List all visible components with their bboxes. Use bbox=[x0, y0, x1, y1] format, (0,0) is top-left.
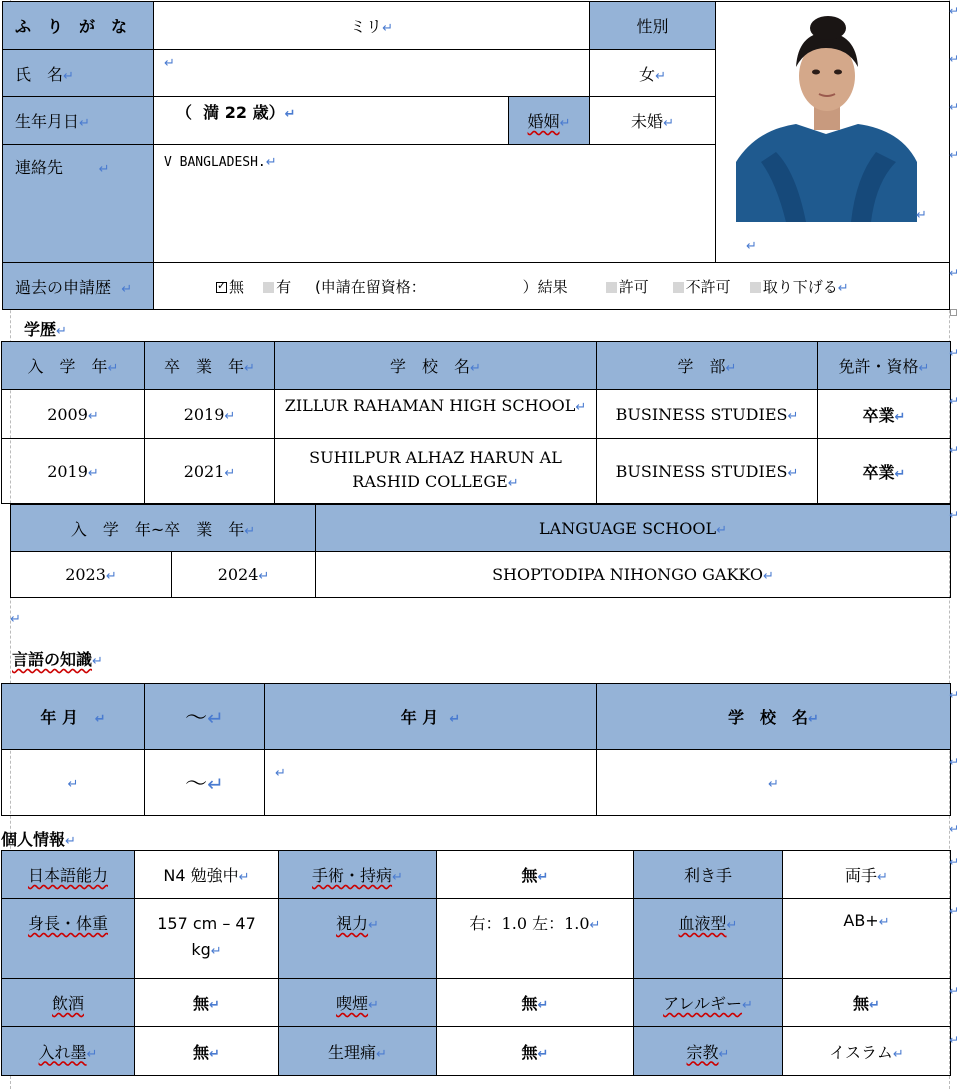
label-japanese-ability: 日本語能力 bbox=[2, 851, 135, 899]
checkbox-none[interactable]: ✓ 無 bbox=[216, 278, 244, 296]
school-name-cell[interactable]: ZILLUR RAHAMAN HIGH SCHOOL↵ bbox=[275, 390, 597, 439]
label-menstrual-pain: 生理痛↵ bbox=[279, 1027, 437, 1076]
header-year-month-to: 年 月 ↵ bbox=[265, 684, 597, 750]
row-end-mark: ↵ bbox=[949, 346, 960, 360]
table-row bbox=[11, 552, 951, 598]
grad-year-cell[interactable]: 2024↵ bbox=[172, 552, 316, 598]
education-heading: 学歴↵ bbox=[24, 320, 67, 339]
furigana-label: ふ り が な bbox=[3, 2, 154, 50]
qualification-cell[interactable]: 卒業↵ bbox=[818, 390, 951, 439]
row-end-mark: ↵ bbox=[949, 52, 960, 66]
school-name-cell[interactable]: SUHILPUR ALHAZ HARUN AL RASHID COLLEGE↵ bbox=[275, 439, 597, 504]
grad-year-cell[interactable]: 2021↵ bbox=[145, 439, 275, 504]
checkbox-withdraw[interactable]: 取り下げる bbox=[750, 278, 838, 296]
photo-cell: ↵ bbox=[716, 2, 950, 263]
department-cell[interactable]: BUSINESS STUDIES↵ bbox=[597, 439, 818, 504]
contact-value[interactable]: V BANGLADESH.↵ bbox=[154, 145, 716, 263]
value-religion[interactable]: イスラム↵ bbox=[783, 1027, 951, 1076]
row-end-mark: ↵ bbox=[949, 822, 960, 836]
table-row bbox=[2, 979, 951, 1027]
label-religion: 宗教↵ bbox=[634, 1027, 783, 1076]
furigana-value[interactable]: ミリ↵ bbox=[154, 2, 590, 50]
row-end-mark: ↵ bbox=[949, 755, 960, 769]
label-blood-type: 血液型↵ bbox=[634, 899, 783, 979]
row-end-mark: ↵ bbox=[949, 394, 960, 408]
value-handedness[interactable]: 両手↵ bbox=[783, 851, 951, 899]
checkbox-deny[interactable]: 不許可 bbox=[673, 278, 731, 296]
history-options: ✓ 無 有 (申請在留資格： ）結果 許可 不許可 取り下げる↵ bbox=[154, 263, 950, 310]
row-end-mark: ↵ bbox=[949, 984, 960, 998]
name-label: 氏 名↵ bbox=[3, 50, 154, 97]
label-height-weight: 身長・体重 bbox=[2, 899, 135, 979]
checkbox-icon bbox=[673, 282, 684, 293]
checkbox-icon bbox=[606, 282, 617, 293]
value-menstrual-pain[interactable]: 無↵ bbox=[437, 1027, 634, 1076]
entry-year-cell[interactable]: 2019↵ bbox=[2, 439, 145, 504]
header-grad-year: 卒 業 年↵ bbox=[145, 342, 275, 390]
table-row bbox=[2, 1027, 951, 1076]
contact-label: 連絡先 ↵ bbox=[3, 145, 154, 263]
header-language-school: LANGUAGE SCHOOL↵ bbox=[316, 505, 951, 552]
value-surgery-illness[interactable]: 無↵ bbox=[437, 851, 634, 899]
header-school-name: 学 校 名↵ bbox=[597, 684, 951, 750]
language-table bbox=[1, 683, 951, 816]
label-eyesight: 視力↵ bbox=[279, 899, 437, 979]
checked-box-icon bbox=[216, 282, 227, 293]
history-label: 過去の申請歴 ↵ bbox=[3, 263, 154, 310]
checkbox-yes[interactable]: 有 bbox=[263, 278, 291, 296]
education-table bbox=[1, 341, 951, 504]
checkbox-permit[interactable]: 許可 bbox=[606, 278, 649, 296]
gender-label: 性別 bbox=[590, 2, 716, 50]
entry-year-cell[interactable]: 2023↵ bbox=[11, 552, 172, 598]
value-blood-type[interactable]: AB+↵ bbox=[783, 899, 951, 979]
resize-handle-icon[interactable] bbox=[950, 309, 957, 316]
result-label: ）結果 bbox=[522, 277, 568, 296]
row-end-mark: ↵ bbox=[949, 148, 960, 162]
value-drinking[interactable]: 無↵ bbox=[135, 979, 279, 1027]
portrait-image bbox=[736, 12, 917, 222]
birth-label: 生年月日↵ bbox=[3, 97, 154, 145]
value-japanese-ability[interactable]: N4 勉強中↵ bbox=[135, 851, 279, 899]
value-smoking[interactable]: 無↵ bbox=[437, 979, 634, 1027]
tilde-cell: ～↵ bbox=[145, 750, 265, 816]
label-handedness: 利き手 bbox=[634, 851, 783, 899]
label-drinking: 飲酒 bbox=[2, 979, 135, 1027]
marriage-value[interactable]: 未婚↵ bbox=[590, 97, 716, 145]
header-year-month-from: 年 月 ↵ bbox=[2, 684, 145, 750]
header-tilde: ～↵ bbox=[145, 684, 265, 750]
language-heading: 言語の知識↵ bbox=[12, 650, 103, 669]
table-row bbox=[2, 851, 951, 899]
header-qualification: 免許・資格↵ bbox=[818, 342, 951, 390]
school-name-cell[interactable]: ↵ bbox=[597, 750, 951, 816]
row-end-mark: ↵ bbox=[949, 508, 960, 522]
row-end-mark: ↵ bbox=[949, 855, 960, 869]
value-tattoo[interactable]: 無↵ bbox=[135, 1027, 279, 1076]
row-end-mark: ↵ bbox=[949, 688, 960, 702]
checkbox-icon bbox=[750, 282, 761, 293]
gender-value[interactable]: 女↵ bbox=[590, 50, 716, 97]
table-row bbox=[2, 750, 951, 816]
row-end-mark: ↵ bbox=[949, 443, 960, 457]
status-label: (申請在留資格： bbox=[314, 277, 426, 296]
applicant-photo bbox=[736, 12, 917, 222]
label-surgery-illness: 手術・持病↵ bbox=[279, 851, 437, 899]
marriage-label: 婚姻↵ bbox=[509, 97, 590, 145]
header-entry-year: 入 学 年↵ bbox=[2, 342, 145, 390]
row-end-mark: ↵ bbox=[949, 1033, 960, 1047]
personal-table bbox=[1, 850, 951, 1076]
value-eyesight[interactable]: 右：1.0 左：1.0↵ bbox=[437, 899, 634, 979]
row-end-mark: ↵ bbox=[949, 904, 960, 918]
row-end-mark: ↵ bbox=[949, 4, 960, 18]
label-smoking: 喫煙↵ bbox=[279, 979, 437, 1027]
table-row bbox=[2, 899, 951, 979]
entry-year-cell[interactable]: 2009↵ bbox=[2, 390, 145, 439]
table-row bbox=[2, 390, 951, 439]
qualification-cell[interactable]: 卒業↵ bbox=[818, 439, 951, 504]
header-school-name: 学 校 名↵ bbox=[275, 342, 597, 390]
value-allergy[interactable]: 無↵ bbox=[783, 979, 951, 1027]
value-height-weight[interactable]: 157 cm – 47 kg↵ bbox=[135, 899, 279, 979]
personal-heading: 個人情報↵ bbox=[1, 830, 76, 849]
language-school-table bbox=[10, 504, 951, 598]
row-end-mark: ↵ bbox=[949, 266, 960, 280]
year-month-from-cell[interactable]: ↵ bbox=[2, 750, 145, 816]
header-department: 学 部↵ bbox=[597, 342, 818, 390]
year-month-to-cell[interactable]: ↵ bbox=[265, 750, 597, 816]
table-row bbox=[2, 439, 951, 504]
header-period: 入 学 年~卒 業 年↵ bbox=[11, 505, 316, 552]
checkbox-icon bbox=[263, 282, 274, 293]
grad-year-cell[interactable]: 2019↵ bbox=[145, 390, 275, 439]
name-value[interactable]: ↵ bbox=[154, 50, 590, 97]
label-allergy: アレルギー↵ bbox=[634, 979, 783, 1027]
label-tattoo: 入れ墨↵ bbox=[2, 1027, 135, 1076]
row-end-mark: ↵ bbox=[949, 100, 960, 114]
birth-value[interactable]: （ 満 22 歳）↵ bbox=[154, 97, 509, 145]
school-name-cell[interactable]: SHOPTODIPA NIHONGO GAKKO↵ bbox=[316, 552, 951, 598]
department-cell[interactable]: BUSINESS STUDIES↵ bbox=[597, 390, 818, 439]
